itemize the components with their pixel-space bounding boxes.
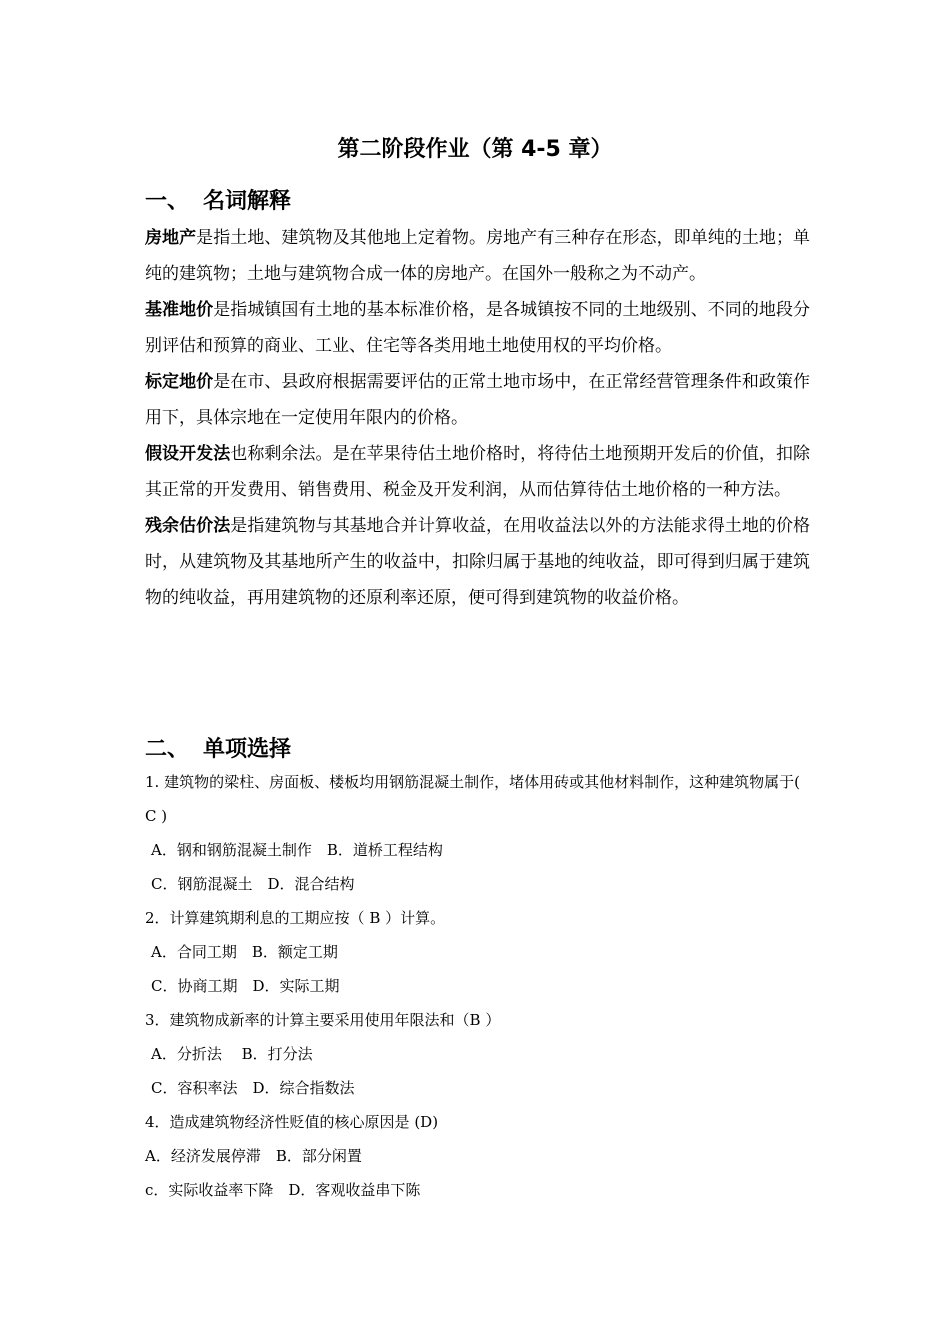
definitions-list [145, 220, 810, 616]
section-heading-choices [145, 732, 291, 763]
definition-text: 是指建筑物与其基地合并计算收益，在用收益法以外的方法能求得土地的价格时，从建筑物及其基地所产生的收益中，扣除归属于基地的纯收益，即可得到归属于建筑物的纯收益，再用建筑物的还原利率还原，便可得到建筑物的收益价格。 [145, 516, 811, 608]
question-options: A．合同工期 B．额定工期 [151, 943, 338, 961]
section-number: 二、 [145, 737, 190, 762]
definition-paragraph [145, 364, 810, 436]
question-options: C．协商工期 D．实际工期 [151, 977, 340, 995]
question-options: c．实际收益率下降 D．客观收益串下陈 [145, 1181, 421, 1199]
section-label: 名词解释 [203, 189, 292, 214]
question-stem: 1. 建筑物的梁柱、房面板、楼板均用钢筋混凝土制作，堵体用砖或其他材料制作，这种建筑物属于( C ) [145, 773, 800, 825]
section-number: 一、 [145, 189, 190, 214]
definition-text: 是在市、县政府根据需要评估的正常土地市场中，在正常经营管理条件和政策作用下，具体宗地在一定使用年限内的价格。 [145, 372, 811, 428]
question-options: C．容积率法 D．综合指数法 [151, 1079, 355, 1097]
definition-term: 假设开发法 [145, 444, 231, 464]
definition-text: 是指土地、建筑物及其他地上定着物。房地产有三种存在形态，即单纯的土地；单纯的建筑物；土地与建筑物合成一体的房地产。在国外一般称之为不动产。 [145, 228, 811, 284]
definition-paragraph [145, 292, 810, 364]
definition-text: 是指城镇国有土地的基本标准价格，是各城镇按不同的土地级别、不同的地段分别评估和预算的商业、工业、住宅等各类用地土地使用权的平均价格。 [145, 300, 811, 356]
definition-term: 房地产 [145, 228, 197, 248]
definition-term: 残余估价法 [145, 516, 231, 536]
definition-paragraph [145, 436, 810, 508]
page-title: 第二阶段作业（第 4-5 章） [337, 137, 613, 162]
question-stem: 4．造成建筑物经济性贬值的核心原因是 (D) [145, 1113, 439, 1131]
definition-text: 也称剩余法。是在苹果待估土地价格时，将待估土地预期开发后的价值，扣除其正常的开发费用、销售费用、税金及开发利润，从而估算待估土地价格的一种方法。 [145, 444, 811, 500]
question-options: A．经济发展停滞 B．部分闲置 [145, 1147, 362, 1165]
definition-term: 基准地价 [145, 300, 214, 320]
definition-paragraph [145, 508, 810, 616]
definition-term: 标定地价 [145, 372, 214, 392]
question-list [145, 765, 810, 1207]
question-stem: 3．建筑物成新率的计算主要采用使用年限法和（B ） [145, 1011, 501, 1029]
question-stem: 2．计算建筑期利息的工期应按（ B ）计算。 [145, 909, 446, 927]
question-options: C．钢筋混凝土 D．混合结构 [151, 875, 355, 893]
question-options: A．分折法 B．打分法 [151, 1045, 313, 1063]
section-label: 单项选择 [203, 737, 292, 762]
question-options: A．钢和钢筋混凝土制作 B．道桥工程结构 [151, 841, 443, 859]
definition-paragraph [145, 220, 810, 292]
section-heading-definitions [145, 184, 291, 215]
